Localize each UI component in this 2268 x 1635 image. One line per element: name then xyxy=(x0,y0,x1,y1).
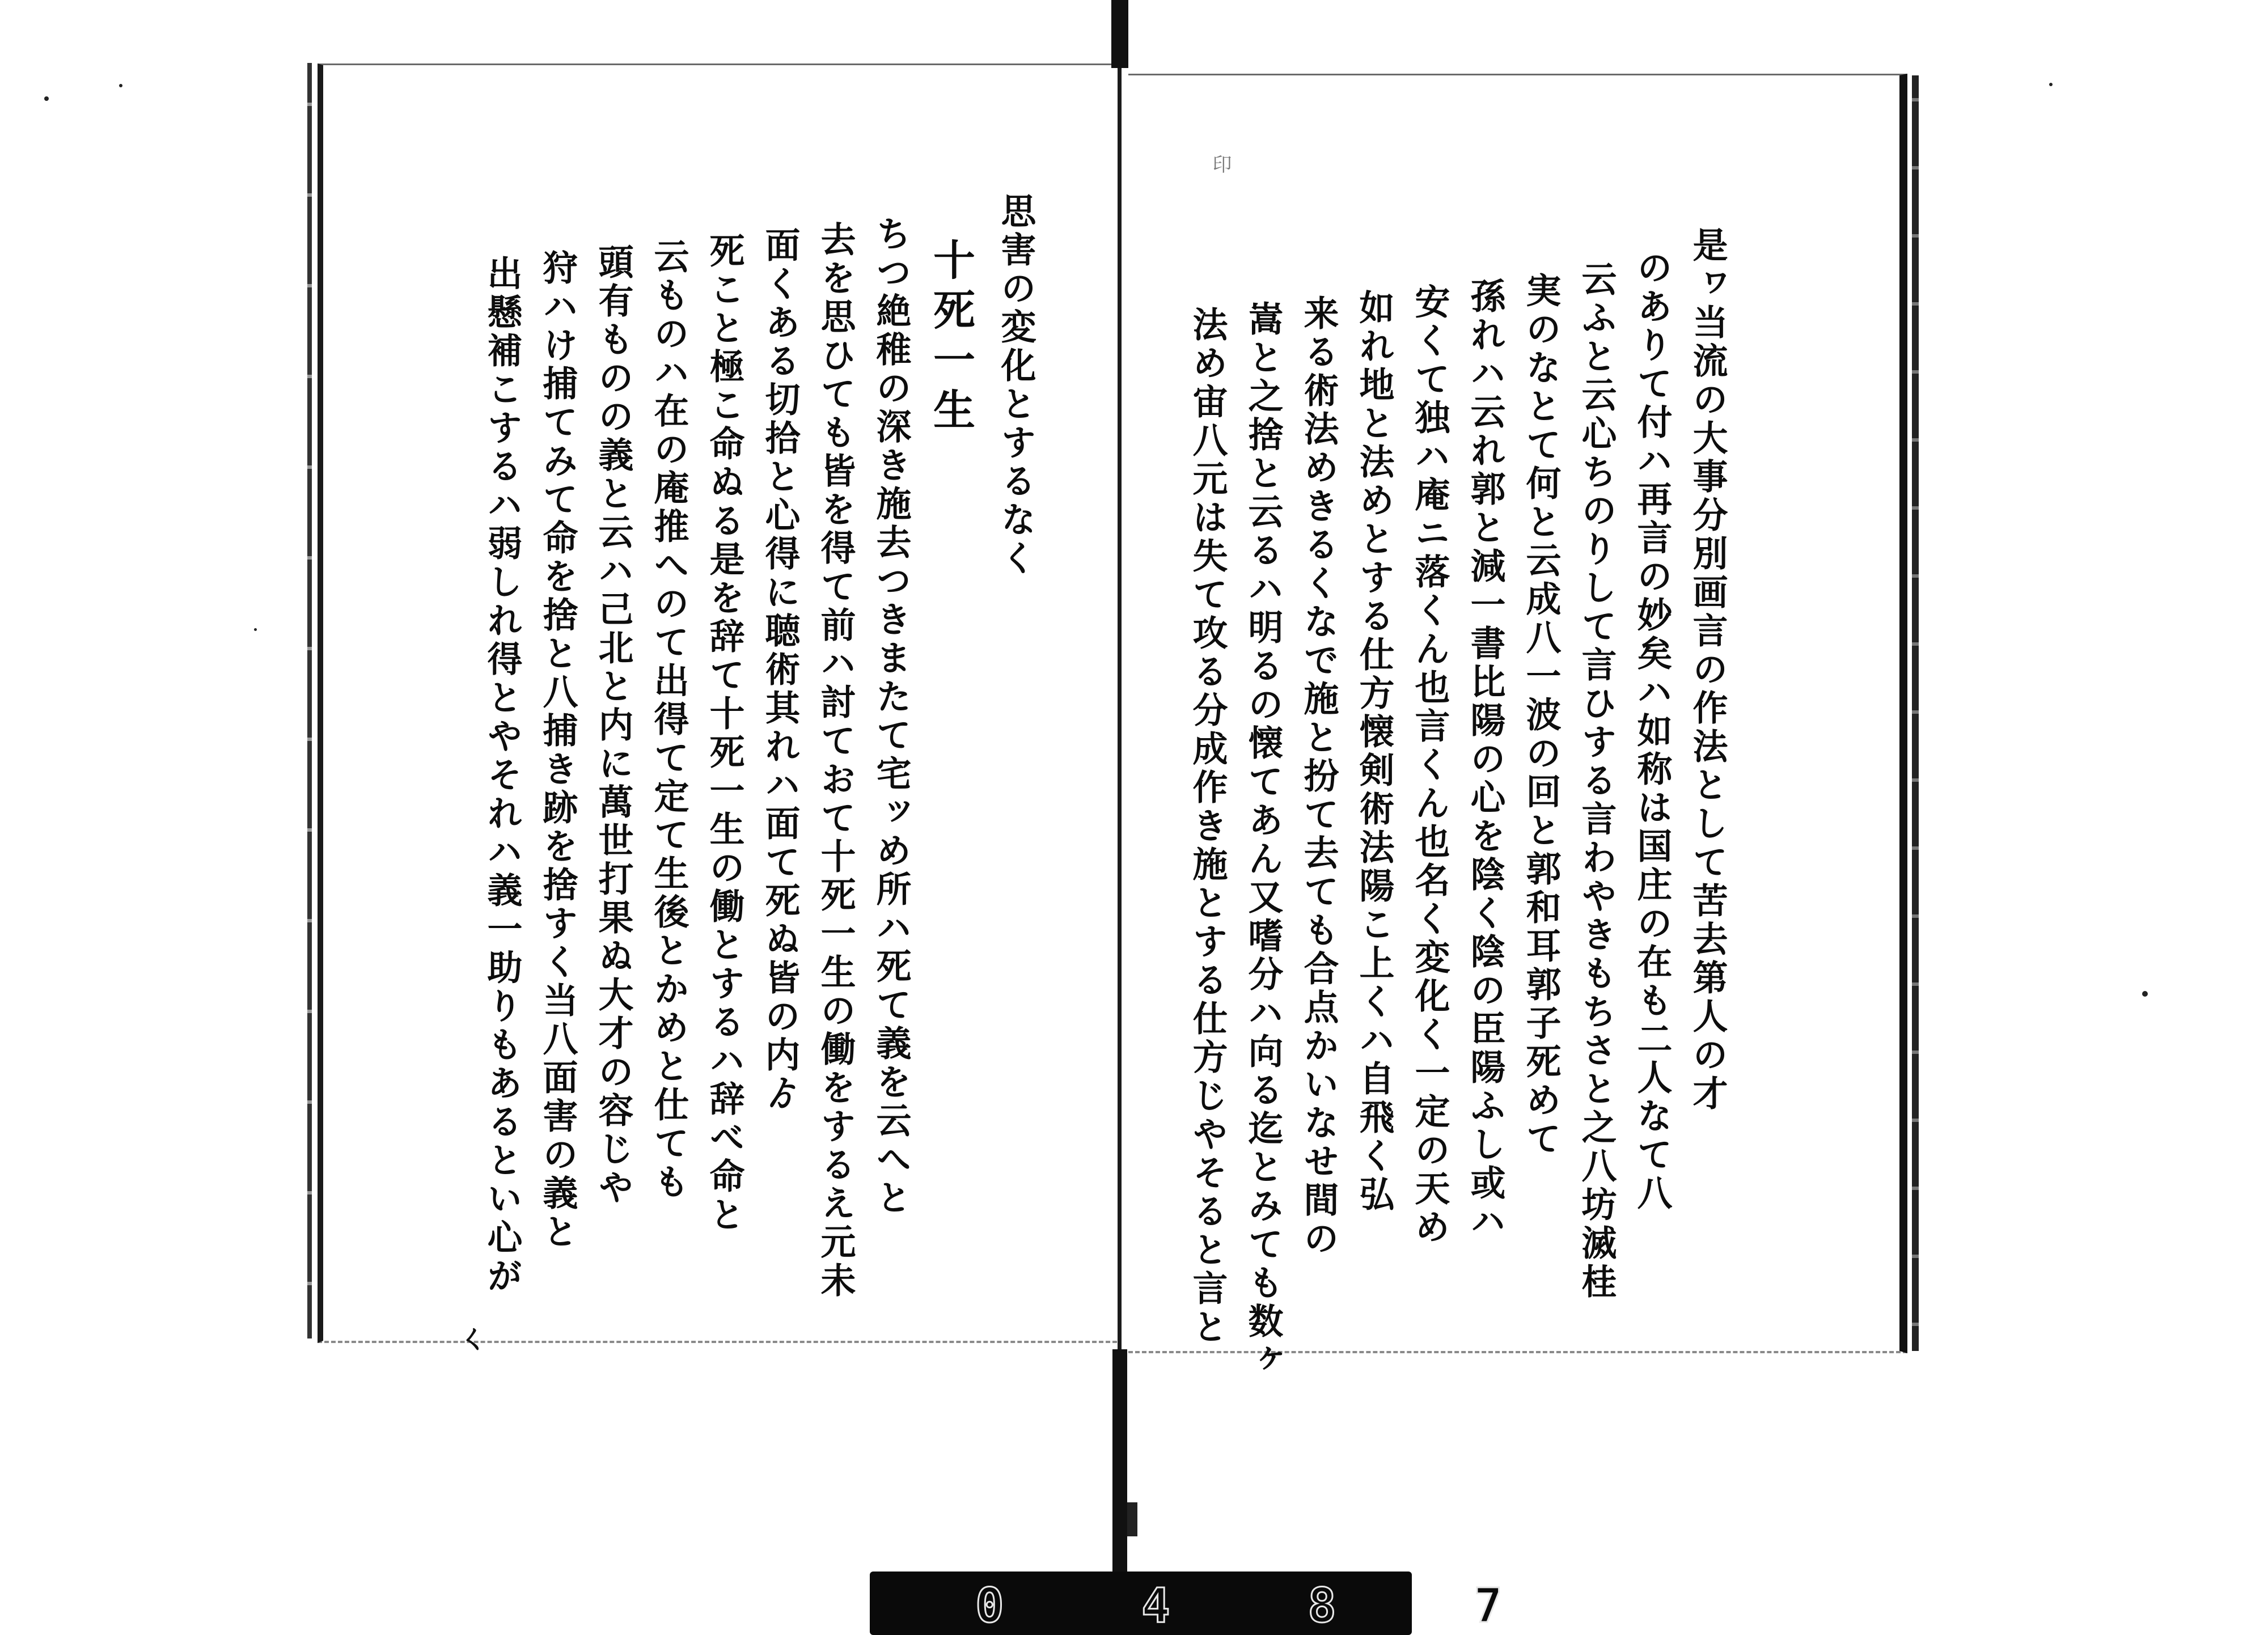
dust-speck xyxy=(2142,991,2148,997)
left-column-5: 面くある切拾と心得に聴術其れハ面て死ぬ皆の内ゟ xyxy=(759,227,801,1113)
right-column-6: 安くて独ハ庵ニ落くん也言くん也名く変化く一定の天め xyxy=(1409,283,1450,1247)
dust-speck xyxy=(254,628,257,631)
right-column-8: 来る術法めきるくなで施と扮て去ても合点かいなせ間の xyxy=(1298,295,1339,1259)
ink-mark: ㄑ xyxy=(458,1320,489,1356)
left-column-3: ちつ絶稚の深き施去つきまたて宅ッめ所ハ死て義を云へと xyxy=(870,215,912,1218)
left-column-6: 死こと極こ命ぬる是を辞て十死一生の働とするハ辞べ命と xyxy=(704,232,745,1235)
dust-speck xyxy=(119,84,122,87)
right-column-3: 云ふと云心ちのりして言ひする言わやきもちさと之八坊滅桂 xyxy=(1576,261,1617,1302)
left-column-4: 去を思ひても皆を得て前ハ討ておて十死一生の働をするえ元未 xyxy=(815,221,856,1301)
left-column-1: 思害の変化とするなく xyxy=(995,193,1036,578)
page-stamp-mark: 印 xyxy=(1209,154,1232,173)
film-frame-number: 0 4 8 7 xyxy=(975,1578,1558,1633)
gutter-clip-bottom xyxy=(1112,1349,1127,1576)
left-page-text xyxy=(340,193,1055,1327)
right-column-2: のありて付ハ再言の妙矣ハ如称は国庄の在も二人なて八 xyxy=(1631,249,1673,1213)
right-column-5: 孫れハ云れ郭と減一書比陽の心を陰く陰の臣陽ふし或ハ xyxy=(1465,278,1506,1242)
right-column-1: 是ヮ当流の大事分別画言の作法として苦去第人の才 xyxy=(1687,227,1728,1113)
gutter-clip-top xyxy=(1111,0,1128,68)
right-column-7: 如れ地と法めとする仕方懐剣術法陽こ上くハ自飛く弘 xyxy=(1353,289,1395,1214)
book-gutter xyxy=(1111,0,1128,1576)
left-column-9: 狩ハけ捕てみて命を捨と八捕き跡を捨すく当八面害の義と xyxy=(537,249,578,1252)
section-heading: 十死一生 xyxy=(926,238,975,438)
gutter-line xyxy=(1118,68,1122,1349)
right-column-4: 実のなとて何と云成八一波の回と郭和耳郭子死めて xyxy=(1520,272,1562,1159)
left-column-8: 頭有ものの義と云ハ己北と内に萬世打果ぬ大才の容じや xyxy=(593,244,634,1208)
dust-speck xyxy=(44,96,49,101)
right-column-9: 嵩と之捨と云るハ明るの懐てあん又嗜分ハ向る迄とみても数ヶ xyxy=(1242,300,1284,1380)
right-page-text xyxy=(1157,227,1728,1380)
dust-speck xyxy=(2049,83,2053,86)
left-column-10: 出懸補こするハ弱しれ得とやそれハ義一助りもあるとい心が xyxy=(481,255,523,1296)
left-column-7: 云ものハ在の庵推へのて出得て定て生後とかめと仕ても xyxy=(648,238,689,1202)
right-column-10: 法め宙八元は失て攻る分成作き施とする仕方じやそると言と xyxy=(1187,306,1228,1347)
